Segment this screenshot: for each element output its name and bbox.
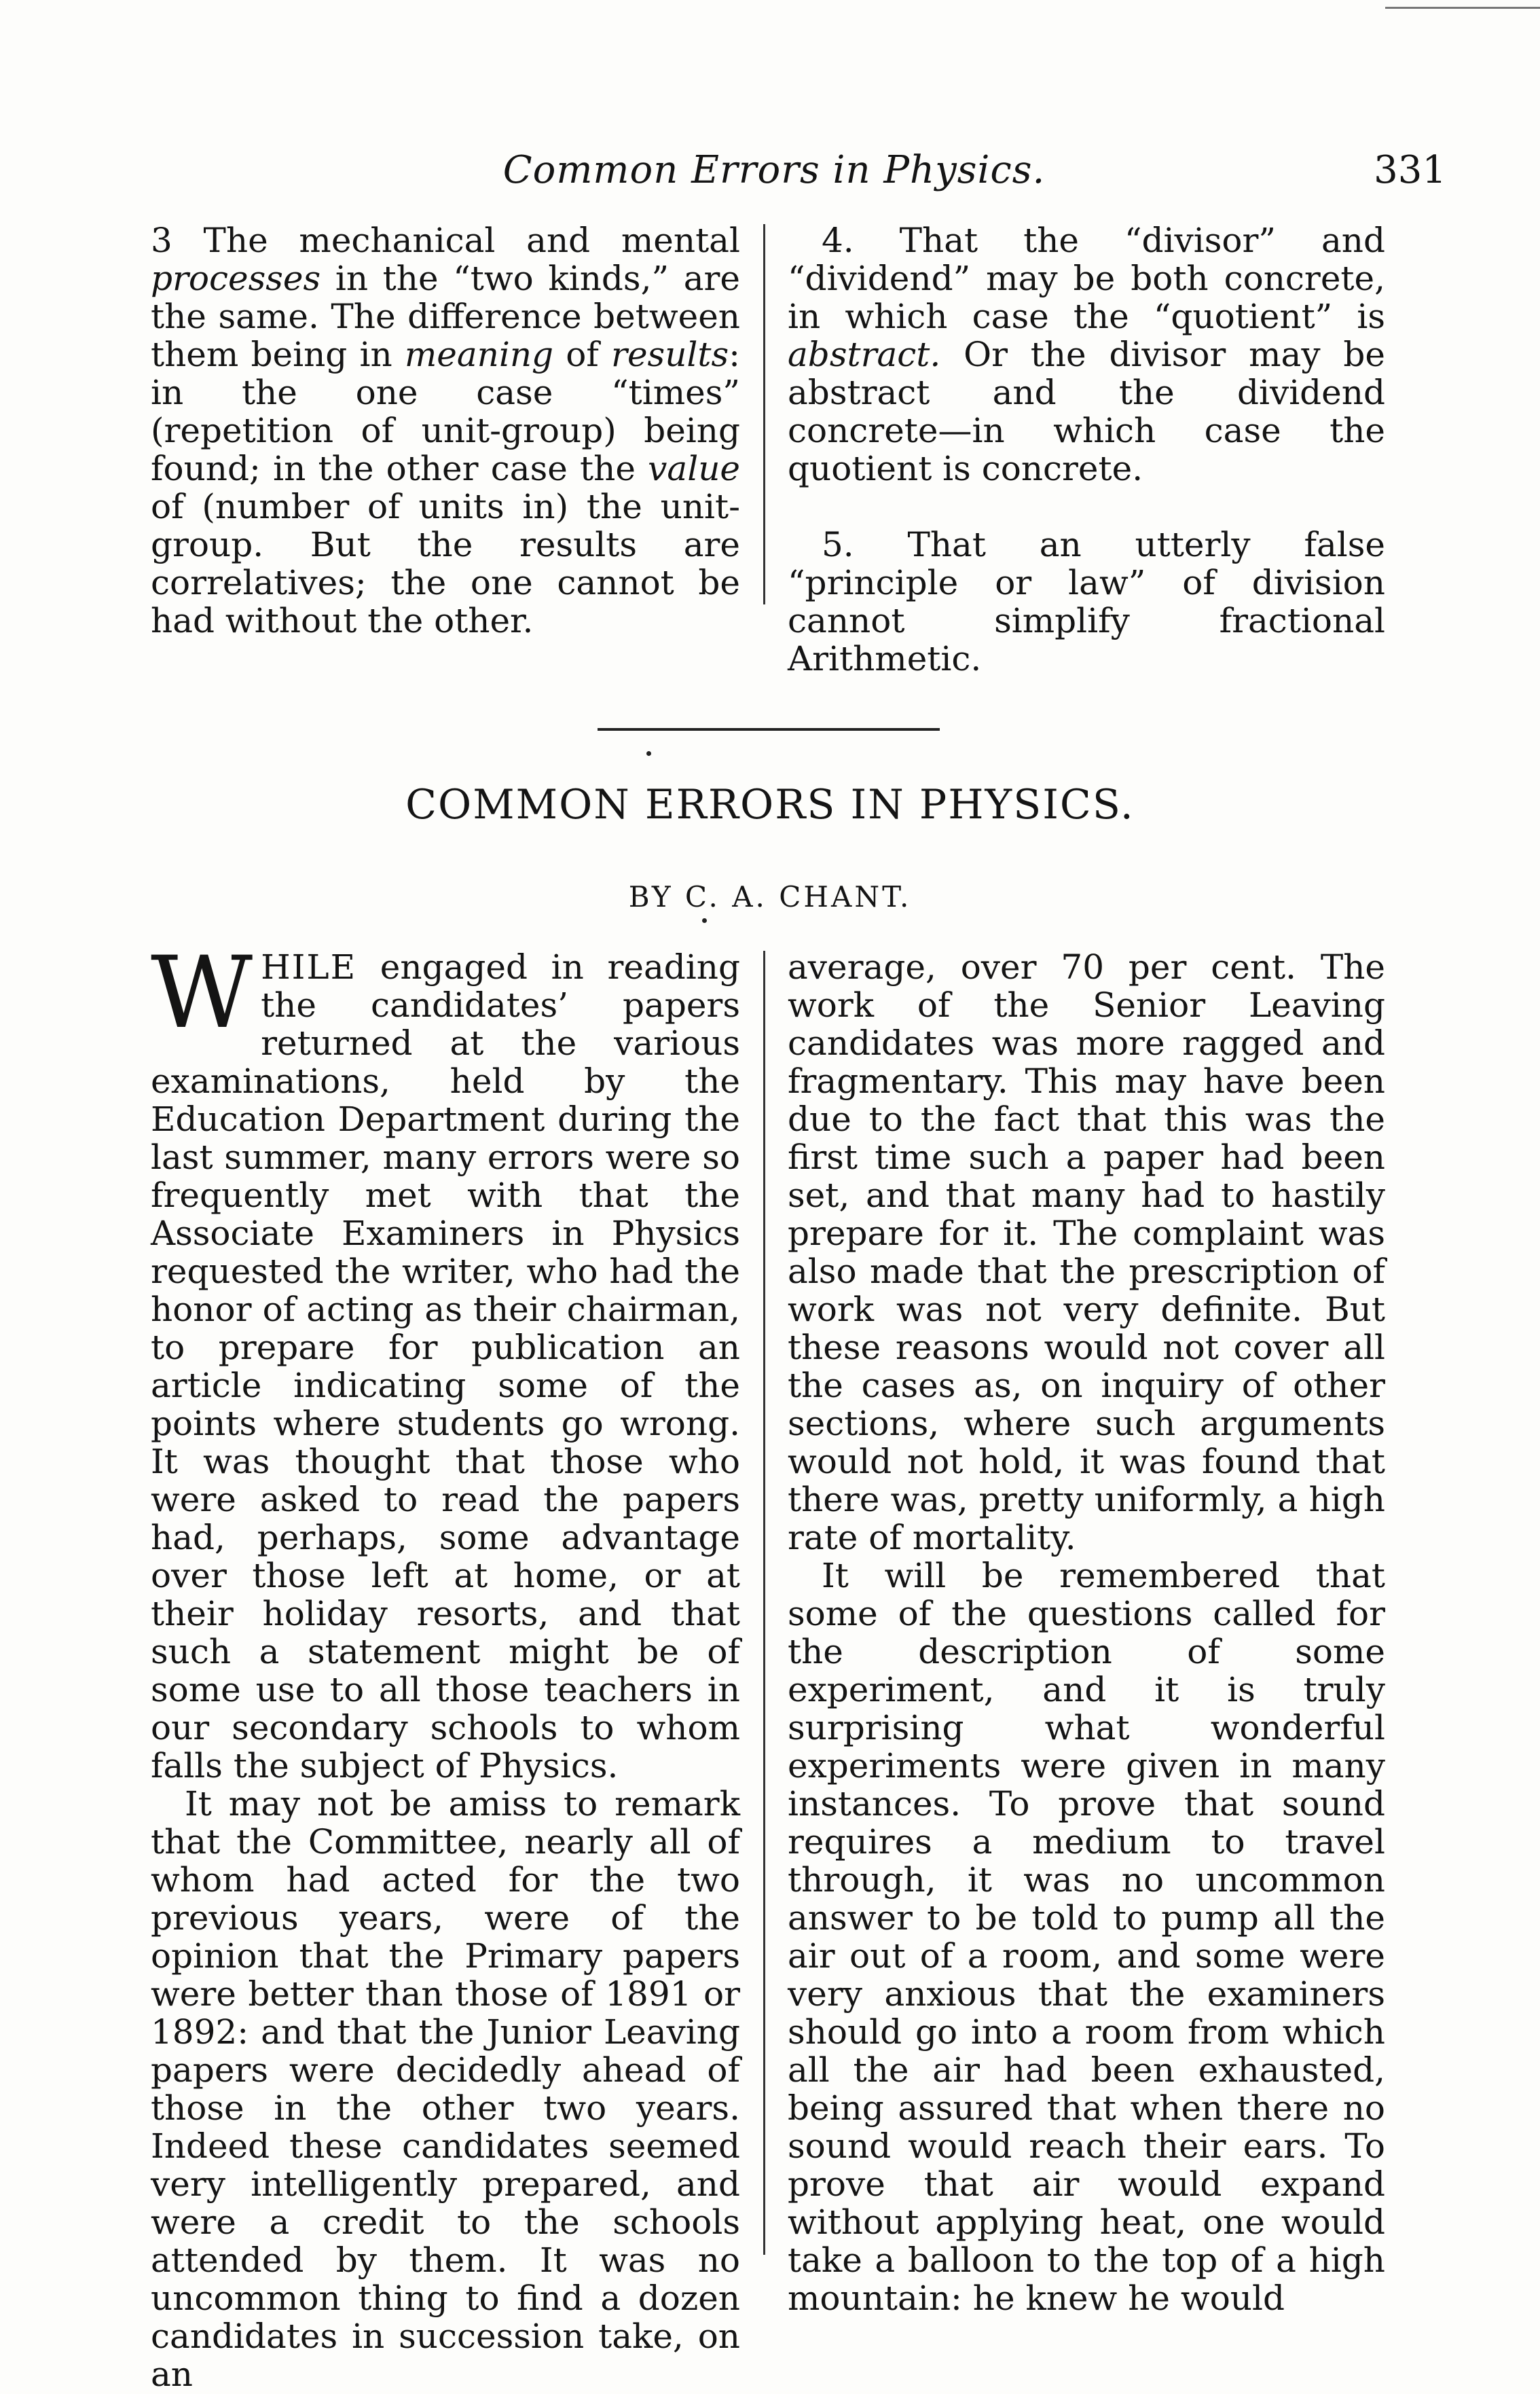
article-right-column	[788, 948, 1385, 2317]
article-paragraph-1: WHILE engaged in reading the candidates’ papers returned at the various examinations, held by the Education Department during the last summer, many errors were so frequently met with that the Associate Examiners in Physics requested the writer, who had the honor of acting as their chairman, to prepare for publication an article indicating some of the points where students go wrong. It was thought that those who were asked to read the papers had, perhaps, some advantage over those left at home, or at their holiday resorts, and that such a statement might be of some use to all those teachers in our secondary schools to whom falls the subject of Physics.	[151, 935, 740, 1785]
section-divider-rule	[598, 728, 940, 731]
column-divider-top	[763, 224, 765, 604]
article-paragraph-1-continued: average, over 70 per cent. The work of the Senior Leaving candidates was more ragged and fragmentary. This may have been due to the fact that this was the first time such a paper had been set, and that many had to hastily prepare for it. The complaint was also made that the prescription of work was not very definite. But these reasons would not cover all the cases as, on inquiry of other sections, where such arguments would not hold, it was found that there was, pretty uniformly, a high rate of mortality.	[788, 947, 1385, 1557]
page-number: 331	[1374, 148, 1446, 192]
paragraph-3: 3 The mechanical and mental processes in the “two kinds,” are the same. The difference between them being in meaning of results: in the one case “times” (repetition of unit-group) being found; in the other case the value of (number of units in) the unit-group. But the results are correlatives; the one cannot be had without the other.	[151, 221, 741, 640]
byline-ornament-dot	[702, 918, 707, 923]
column-divider-main	[763, 951, 765, 2255]
running-head: Common Errors in Physics.	[502, 148, 1046, 192]
article-byline: BY C. A. CHANT.	[628, 880, 912, 913]
header-rule	[1385, 7, 1540, 9]
drop-cap: W	[151, 935, 253, 1051]
article-paragraph-2: It may not be amiss to remark that the Committee, nearly all of whom had acted for the two previous years, were of the opinion that the Primary papers were better than those of 1891 or 1892: and that the Junior Leaving papers were decidedly ahead of those in the other two years. Indeed these candidates seemed very intelligently prepared, and were a credit to the schools attended by them. It was no uncommon thing to find a dozen candidates in succession take, on an	[151, 1784, 740, 2394]
top-right-column	[788, 221, 1385, 678]
ornament-dot	[646, 751, 651, 756]
article-paragraph-3: It will be remembered that some of the questions called for the description of some experiment, and it is truly surprising what wonderful experiments were given in many instances. To prove that sound requires a medium to travel through, it was no uncommon answer to be told to pump all the air out of a room, and some were very anxious that the examiners should go into a room from which all the air had been exhausted, being assured that when there no sound would reach their ears. To prove that air would expand without applying heat, one would take a balloon to the top of a high mountain: he knew he would	[788, 1556, 1385, 2318]
article-left-column	[151, 935, 740, 2394]
lead-in-caps: HILE	[261, 947, 357, 987]
top-left-column	[151, 221, 740, 640]
item-5: 5. That an utterly false “principle or law” of division cannot simplify fractional Arithmetic.	[788, 525, 1385, 678]
article-title: COMMON ERRORS IN PHYSICS.	[405, 781, 1135, 829]
item-4: 4. That the “divisor” and “dividend” may be both concrete, in which case the “quotient” is abstract. Or the divisor may be abstract and the dividend concrete—in which case the quotient is concrete.	[788, 221, 1385, 488]
